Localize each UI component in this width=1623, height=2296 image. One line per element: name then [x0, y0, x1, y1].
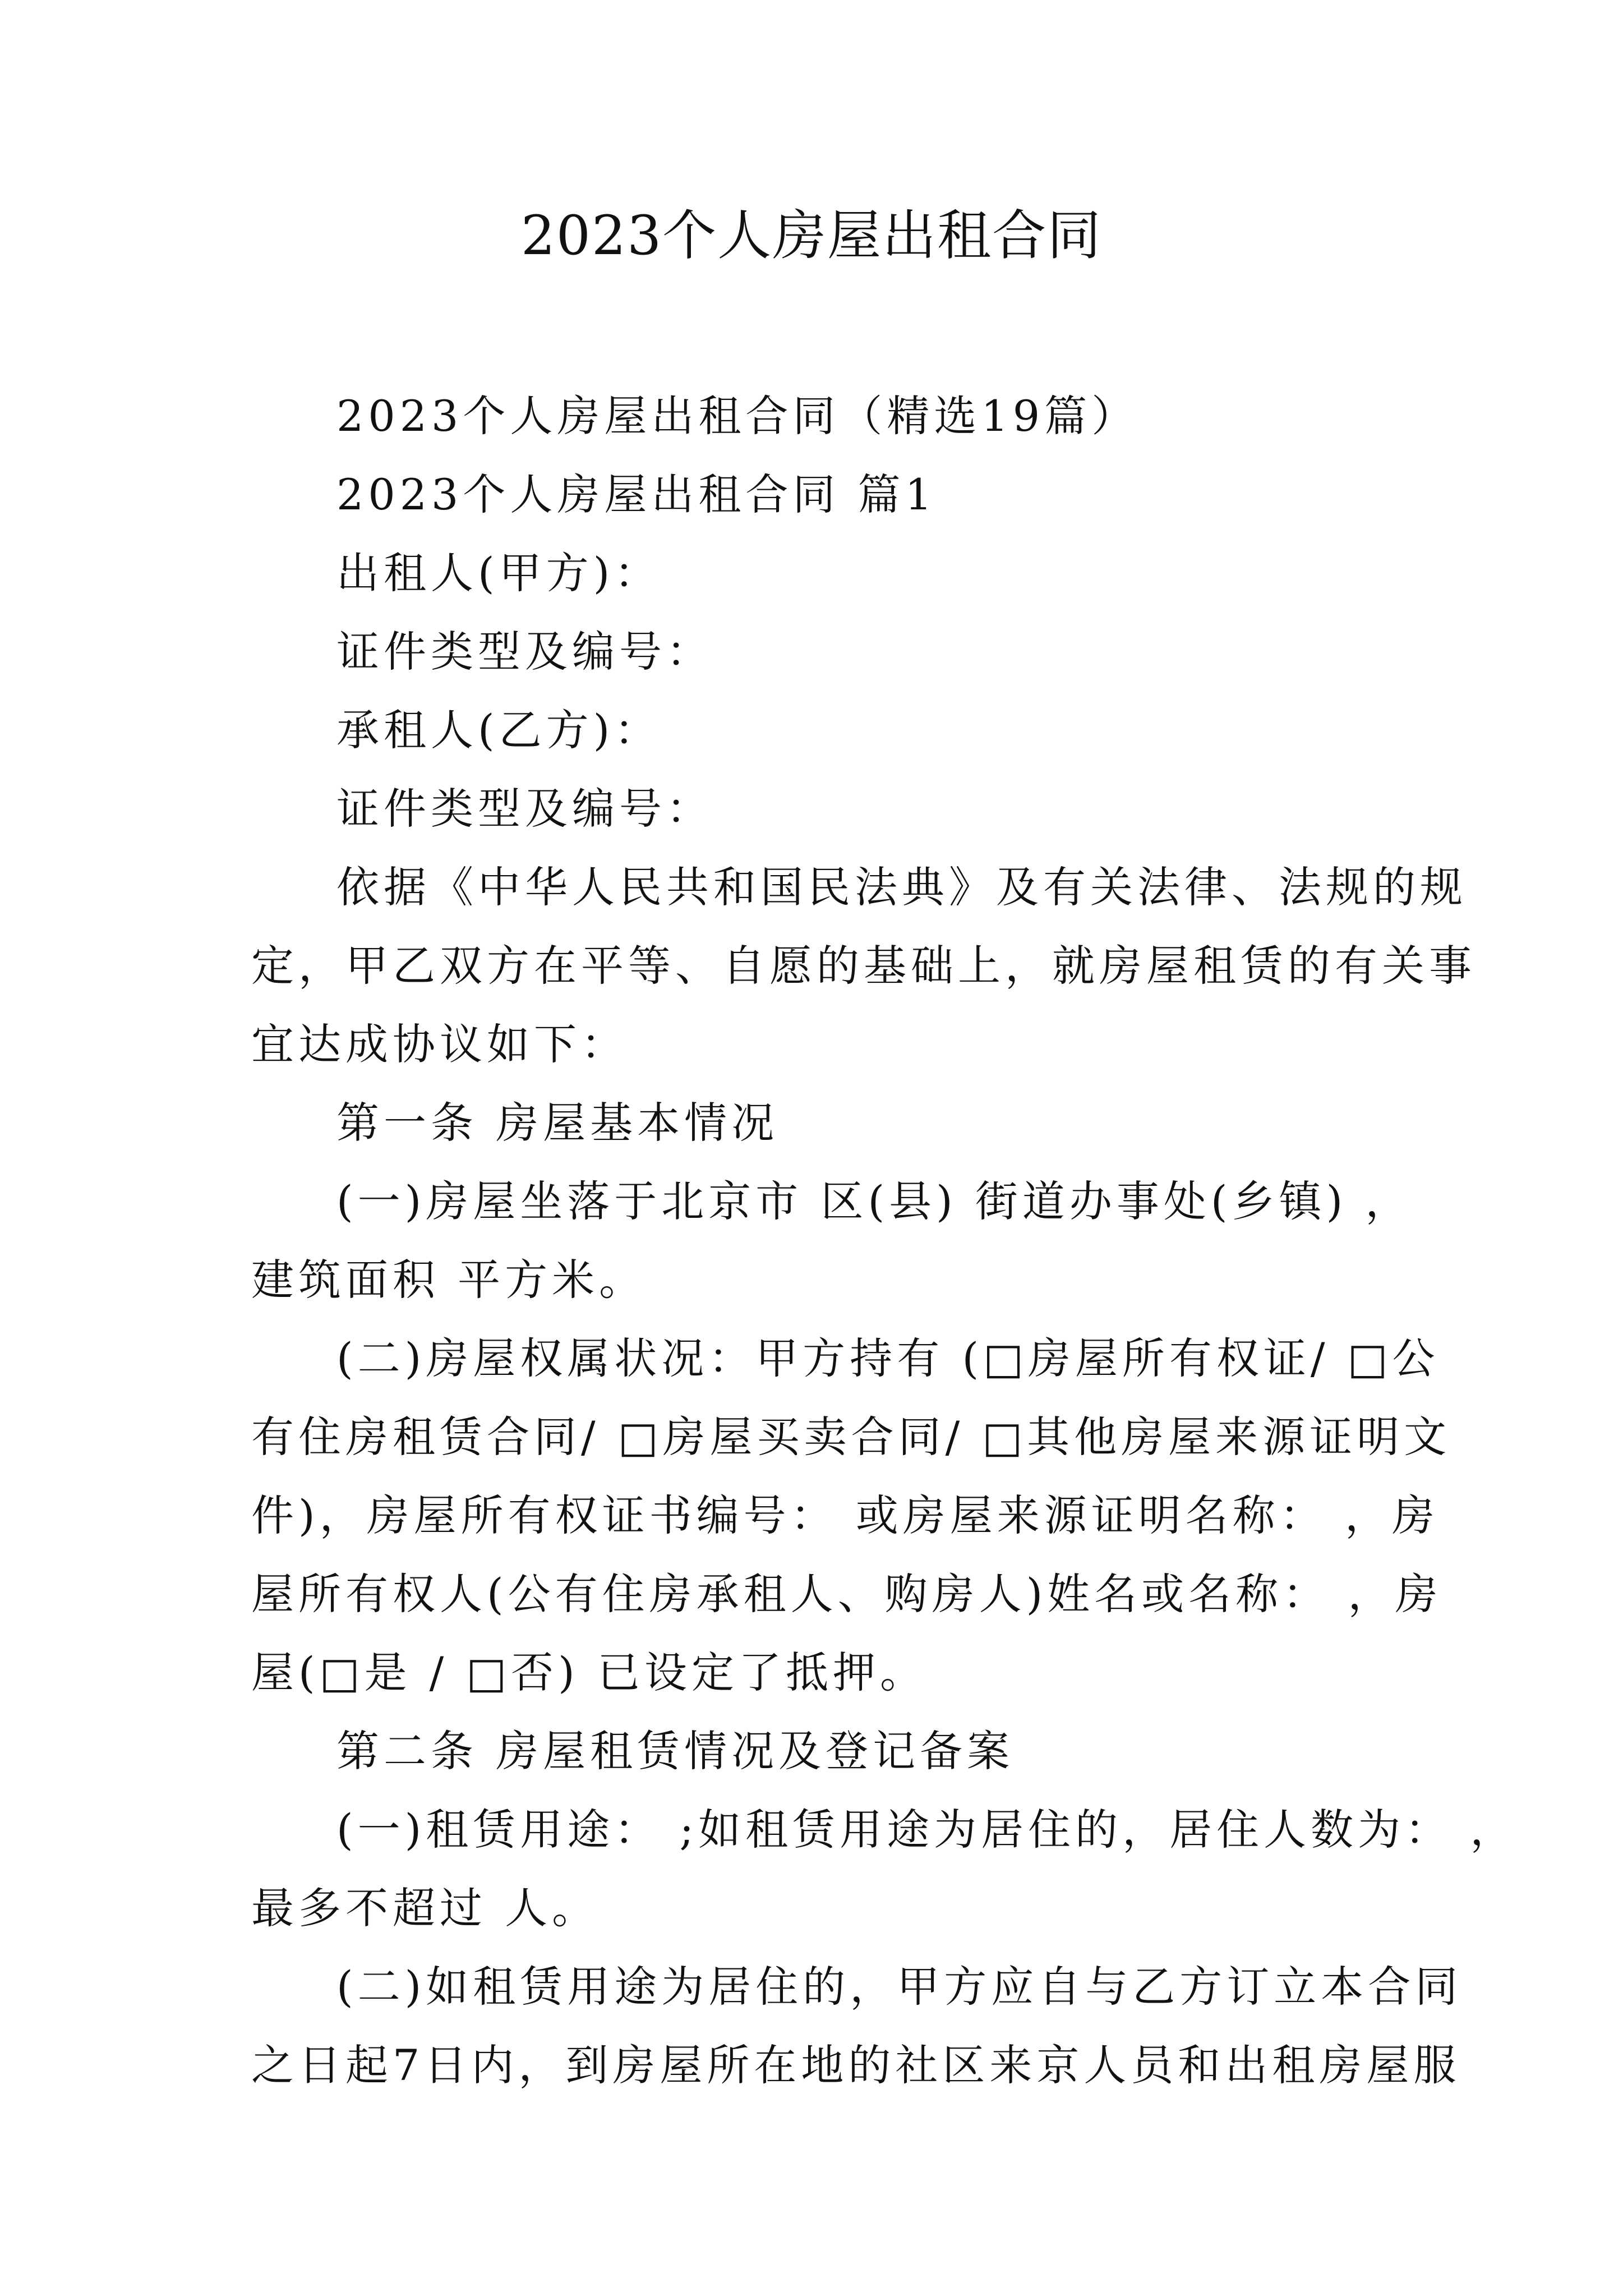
- section-heading: 第一条 房屋基本情况: [336, 1098, 779, 1148]
- paragraph-line: 出租人(甲方)：: [336, 548, 662, 598]
- paragraph-line: 屋所有权人(公有住房承租人、购房人)姓名或名称： ，房: [251, 1569, 1442, 1619]
- paragraph-line: (二)房屋权属状况：甲方持有 (□房屋所有权证/ □公: [336, 1333, 1440, 1383]
- paragraph-line: 建筑面积 平方米。: [251, 1255, 647, 1305]
- paragraph-line: 之日起7日内，到房屋所在地的社区来京人员和出租房屋服: [251, 2040, 1461, 2090]
- paragraph-line: (一)租赁用途： ;如租赁用途为居住的，居住人数为： ，: [336, 1805, 1518, 1855]
- paragraph-line: 证件类型及编号：: [336, 627, 713, 677]
- paragraph-line: 2023个人房屋出租合同（精选19篇）: [336, 391, 1139, 441]
- paragraph-line: 依据《中华人民共和国民法典》及有关法律、法规的规: [336, 862, 1467, 912]
- document-title: 2023个人房屋出租合同: [520, 204, 1103, 267]
- paragraph-line: (一)房屋坐落于北京市 区(县) 街道办事处(乡镇) ，: [336, 1176, 1413, 1226]
- document-body: [251, 377, 1518, 2105]
- paragraph-line: 证件类型及编号：: [336, 784, 713, 834]
- paragraph-line: 最多不超过 人。: [251, 1883, 600, 1933]
- paragraph-line: 件)，房屋所有权证书编号： 或房屋来源证明名称： ，房: [251, 1490, 1439, 1540]
- paragraph-line: 承租人(乙方)：: [336, 705, 662, 755]
- paragraph-line: 宜达成协议如下：: [251, 1019, 628, 1069]
- paragraph-line: 有住房租赁合同/ □房屋买卖合同/ □其他房屋来源证明文: [251, 1412, 1451, 1462]
- section-heading: 第二条 房屋租赁情况及登记备案: [336, 1726, 1015, 1776]
- paragraph-line: 屋(□是 / □否) 已设定了抵押。: [251, 1648, 927, 1697]
- paragraph-line: 2023个人房屋出租合同 篇1: [336, 470, 937, 519]
- paragraph-line: (二)如租赁用途为居住的，甲方应自与乙方订立本合同: [336, 1962, 1463, 2012]
- paragraph-line: 定，甲乙双方在平等、自愿的基础上，就房屋租赁的有关事: [251, 941, 1476, 991]
